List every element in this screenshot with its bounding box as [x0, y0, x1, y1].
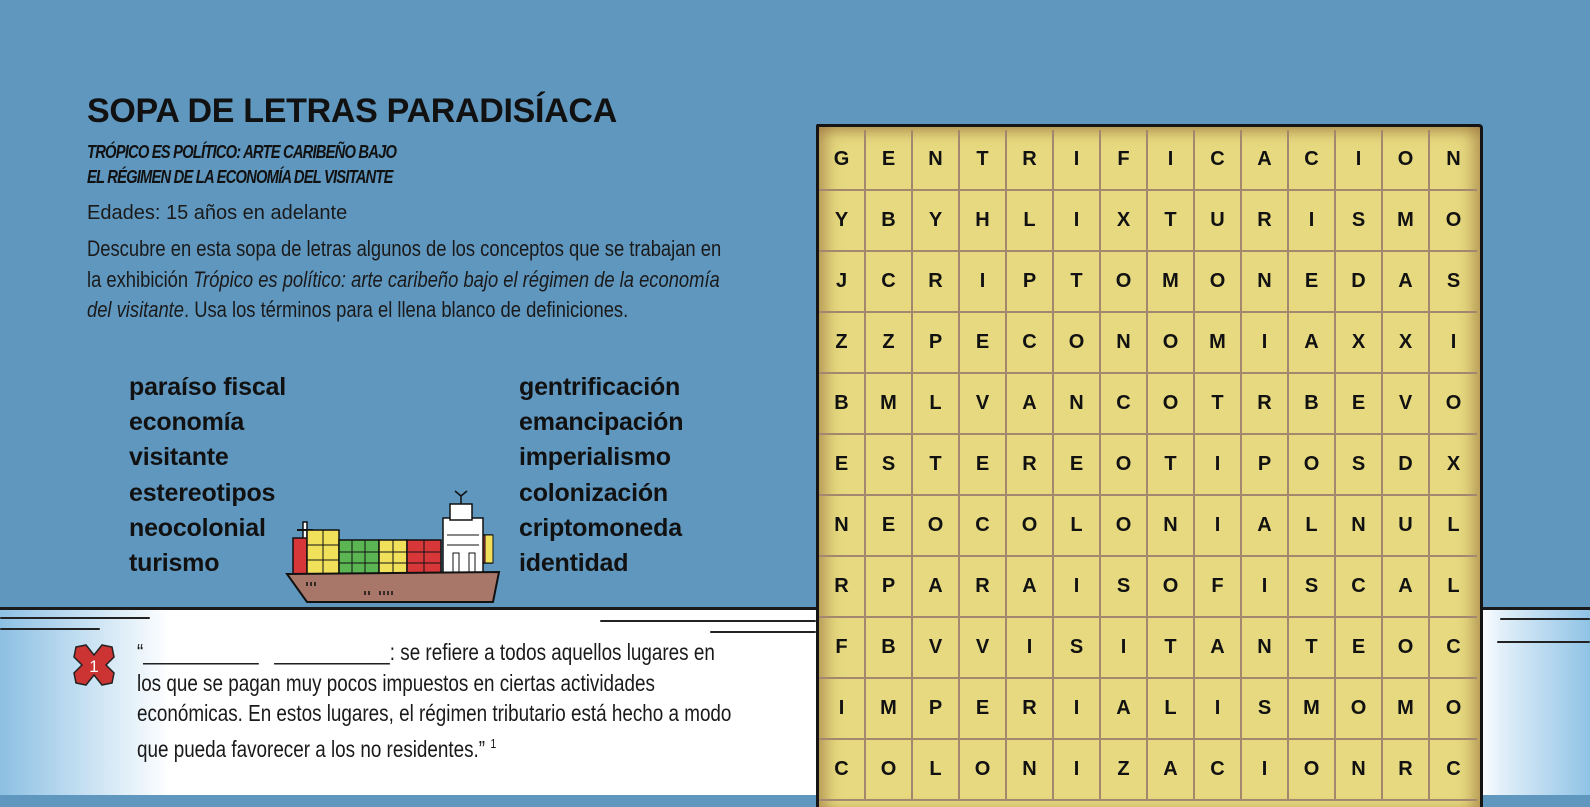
age-range: Edades: 15 años en adelante: [87, 202, 348, 224]
grid-cell[interactable]: I: [1195, 679, 1242, 740]
grid-cell[interactable]: I: [1007, 618, 1054, 679]
grid-cell[interactable]: C: [866, 252, 913, 313]
grid-cell[interactable]: I: [1054, 557, 1101, 618]
grid-cell[interactable]: L: [913, 740, 960, 801]
word-list-right: [519, 370, 683, 581]
word-item: turismo: [129, 549, 220, 578]
grid-cell[interactable]: O: [866, 740, 913, 801]
grid-cell[interactable]: R: [960, 557, 1007, 618]
grid-cell[interactable]: P: [913, 313, 960, 374]
grid-cell[interactable]: E: [960, 435, 1007, 496]
intro-text: . Usa los términos para el llena blanco de definiciones.: [184, 297, 629, 322]
grid-cell[interactable]: F: [819, 618, 866, 679]
grid-cell[interactable]: A: [1195, 618, 1242, 679]
word-item: gentrificación: [519, 373, 681, 401]
wave-line: [0, 617, 150, 619]
grid-cell[interactable]: E: [819, 435, 866, 496]
grid-cell[interactable]: M: [866, 679, 913, 740]
grid-cell[interactable]: L: [1007, 191, 1054, 252]
grid-cell[interactable]: V: [1383, 374, 1430, 435]
grid-cell[interactable]: E: [866, 496, 913, 557]
grid-cell[interactable]: P: [1242, 435, 1289, 496]
grid-cell[interactable]: D: [1383, 435, 1430, 496]
grid-cell[interactable]: N: [1242, 618, 1289, 679]
grid-cell[interactable]: R: [1007, 130, 1054, 191]
grid-cell[interactable]: O: [1430, 679, 1477, 740]
grid-cell[interactable]: N: [1336, 496, 1383, 557]
grid-cell[interactable]: A: [1383, 557, 1430, 618]
word-item: economía: [129, 408, 245, 437]
grid-cell[interactable]: I: [819, 679, 866, 740]
grid-cell[interactable]: A: [1007, 374, 1054, 435]
grid-cell[interactable]: M: [1289, 679, 1336, 740]
answer-blank-1[interactable]: ___________: [143, 639, 259, 665]
word-item: estereotipos: [129, 478, 276, 507]
grid-cell[interactable]: L: [1054, 496, 1101, 557]
grid-cell[interactable]: R: [1242, 374, 1289, 435]
grid-cell[interactable]: I: [1195, 435, 1242, 496]
grid-cell[interactable]: P: [1007, 252, 1054, 313]
grid-cell[interactable]: B: [819, 374, 866, 435]
grid-cell[interactable]: O: [1383, 618, 1430, 679]
grid-cell[interactable]: C: [960, 496, 1007, 557]
grid-cell[interactable]: R: [819, 557, 866, 618]
grid-cell[interactable]: P: [913, 679, 960, 740]
grid-cell[interactable]: O: [1289, 740, 1336, 801]
grid-cell[interactable]: E: [1289, 252, 1336, 313]
grid-cell[interactable]: C: [1430, 740, 1477, 801]
grid-cell[interactable]: J: [819, 252, 866, 313]
grid-cell[interactable]: B: [866, 618, 913, 679]
exhibition-subtitle: [87, 140, 396, 190]
grid-cell[interactable]: V: [960, 618, 1007, 679]
exhibition-name: Trópico es político: arte caribeño bajo el régimen de la economía del visitante: [87, 266, 720, 322]
grid-cell[interactable]: I: [1242, 740, 1289, 801]
wave-line: [1497, 641, 1590, 643]
grid-cell[interactable]: O: [1148, 557, 1195, 618]
grid-cell[interactable]: S: [1101, 557, 1148, 618]
footnote-marker: 1: [490, 735, 497, 751]
grid-cell[interactable]: B: [866, 191, 913, 252]
grid-cell[interactable]: O: [1054, 313, 1101, 374]
grid-cell[interactable]: X: [1383, 313, 1430, 374]
grid-cell[interactable]: R: [1007, 679, 1054, 740]
grid-cell[interactable]: I: [1054, 740, 1101, 801]
grid-cell[interactable]: S: [1336, 191, 1383, 252]
grid-cell[interactable]: G: [819, 130, 866, 191]
grid-cell[interactable]: L: [1430, 557, 1477, 618]
grid-cell[interactable]: O: [1336, 679, 1383, 740]
grid-cell[interactable]: I: [1054, 679, 1101, 740]
grid-cell[interactable]: E: [866, 130, 913, 191]
grid-cell[interactable]: T: [1054, 252, 1101, 313]
grid-cell[interactable]: O: [1430, 191, 1477, 252]
grid-cell[interactable]: N: [1242, 252, 1289, 313]
grid-cell[interactable]: P: [866, 557, 913, 618]
grid-cell[interactable]: M: [1148, 252, 1195, 313]
grid-cell[interactable]: I: [1054, 130, 1101, 191]
grid-cell[interactable]: I: [1054, 191, 1101, 252]
grid-cell[interactable]: A: [1007, 557, 1054, 618]
grid-cell[interactable]: D: [1336, 252, 1383, 313]
grid-cell[interactable]: C: [1430, 618, 1477, 679]
cargo-ship-icon: [285, 490, 510, 605]
word-item: neocolonial: [129, 513, 266, 542]
grid-cell[interactable]: E: [960, 679, 1007, 740]
grid-cell[interactable]: E: [1336, 618, 1383, 679]
grid-cell[interactable]: I: [1430, 313, 1477, 374]
word-item: visitante: [129, 443, 229, 472]
grid-cell[interactable]: N: [1336, 740, 1383, 801]
grid-cell[interactable]: X: [1430, 435, 1477, 496]
grid-cell[interactable]: O: [1195, 252, 1242, 313]
clue-body: : se refiere a todos aquellos lugares en los que se pagan muy pocos impuestos en ciertas actividades económicas. En estos lugares, el régimen tributario está hecho a modo que pueda favorecer a los no residentes.”: [137, 639, 732, 762]
grid-cell[interactable]: C: [1007, 313, 1054, 374]
wave-line: [600, 620, 816, 622]
clue-number: 1: [89, 657, 99, 676]
grid-cell[interactable]: C: [819, 740, 866, 801]
word-item: identidad: [519, 549, 629, 578]
grid-cell[interactable]: I: [960, 252, 1007, 313]
grid-cell[interactable]: E: [1054, 435, 1101, 496]
grid-cell[interactable]: H: [960, 191, 1007, 252]
grid-cell[interactable]: O: [1148, 374, 1195, 435]
wave-line: [710, 631, 816, 633]
wave-line: [1500, 618, 1590, 620]
grid-cell[interactable]: Z: [866, 313, 913, 374]
grid-cell[interactable]: X: [1101, 191, 1148, 252]
grid-cell[interactable]: A: [913, 557, 960, 618]
grid-cell[interactable]: O: [1101, 252, 1148, 313]
grid-cell[interactable]: L: [913, 374, 960, 435]
subtitle-line: EL RÉGIMEN DE LA ECONOMÍA DEL VISITANTE: [87, 167, 393, 187]
grid-cell[interactable]: T: [913, 435, 960, 496]
grid-cell[interactable]: C: [1101, 374, 1148, 435]
grid-cell[interactable]: N: [1054, 374, 1101, 435]
grid-cell[interactable]: Y: [913, 191, 960, 252]
intro-paragraph: [87, 234, 722, 326]
grid-cell[interactable]: I: [1336, 130, 1383, 191]
grid-cell[interactable]: M: [1195, 313, 1242, 374]
grid-cell[interactable]: L: [1430, 496, 1477, 557]
wave-line: [0, 628, 100, 630]
grid-cell[interactable]: O: [1289, 435, 1336, 496]
grid-cell[interactable]: U: [1195, 191, 1242, 252]
grid-cell[interactable]: L: [1289, 496, 1336, 557]
word-item: colonización: [519, 478, 669, 507]
grid-cell[interactable]: M: [866, 374, 913, 435]
grid-cell[interactable]: O: [1430, 374, 1477, 435]
grid-cell[interactable]: F: [1195, 557, 1242, 618]
grid-cell[interactable]: T: [1289, 618, 1336, 679]
grid-cell[interactable]: I: [1242, 313, 1289, 374]
grid-cell[interactable]: U: [1383, 496, 1430, 557]
grid-cell[interactable]: O: [1007, 496, 1054, 557]
grid-cell[interactable]: A: [1242, 130, 1289, 191]
grid-cell[interactable]: T: [1148, 618, 1195, 679]
subtitle-line: TRÓPICO ES POLÍTICO: ARTE CARIBEÑO BAJO: [87, 142, 397, 162]
grid-cell[interactable]: R: [913, 252, 960, 313]
grid-cell[interactable]: Z: [819, 313, 866, 374]
grid-cell[interactable]: T: [960, 130, 1007, 191]
grid-cell[interactable]: V: [960, 374, 1007, 435]
grid-cell[interactable]: I: [1289, 191, 1336, 252]
word-item: paraíso fiscal: [129, 373, 287, 401]
grid-cell[interactable]: A: [1289, 313, 1336, 374]
grid-cell[interactable]: S: [1242, 679, 1289, 740]
grid-cell[interactable]: T: [1195, 374, 1242, 435]
grid-cell[interactable]: M: [1383, 191, 1430, 252]
grid-cell[interactable]: V: [913, 618, 960, 679]
clue-number-badge: [70, 643, 118, 687]
grid-cell[interactable]: I: [1101, 618, 1148, 679]
grid-cell[interactable]: I: [1195, 496, 1242, 557]
grid-cell[interactable]: O: [913, 496, 960, 557]
grid-cell[interactable]: I: [1148, 130, 1195, 191]
page-title: SOPA DE LETRAS PARADISÍACA: [87, 92, 617, 130]
grid-cell[interactable]: A: [1383, 252, 1430, 313]
grid-cell[interactable]: L: [1148, 679, 1195, 740]
grid-cell[interactable]: T: [1148, 191, 1195, 252]
grid-cell[interactable]: N: [1148, 496, 1195, 557]
grid-cell[interactable]: N: [1101, 313, 1148, 374]
grid-cell[interactable]: N: [1430, 130, 1477, 191]
open-quote: “: [137, 639, 144, 665]
grid-cell[interactable]: A: [1148, 740, 1195, 801]
grid-cell[interactable]: S: [1430, 252, 1477, 313]
grid-cell[interactable]: S: [1289, 557, 1336, 618]
grid-cell[interactable]: T: [1148, 435, 1195, 496]
word-item: emancipación: [519, 408, 684, 437]
word-item: imperialismo: [519, 443, 671, 472]
grid-cell[interactable]: O: [1383, 130, 1430, 191]
grid-cell[interactable]: S: [866, 435, 913, 496]
grid-cell[interactable]: R: [1007, 435, 1054, 496]
clue-definition: [137, 637, 744, 764]
grid-cell[interactable]: C: [1195, 740, 1242, 801]
grid-cell[interactable]: O: [1148, 313, 1195, 374]
grid-cell[interactable]: F: [1101, 130, 1148, 191]
word-search-grid: [816, 124, 1483, 807]
word-item: criptomoneda: [519, 513, 682, 542]
grid-cell[interactable]: O: [1101, 435, 1148, 496]
grid-cell[interactable]: R: [1383, 740, 1430, 801]
grid-cell[interactable]: E: [960, 313, 1007, 374]
grid-cell[interactable]: N: [819, 496, 866, 557]
grid-cell[interactable]: M: [1383, 679, 1430, 740]
grid-cell[interactable]: X: [1336, 313, 1383, 374]
grid-cell[interactable]: B: [1289, 374, 1336, 435]
grid-cell[interactable]: E: [1336, 374, 1383, 435]
grid-cell[interactable]: A: [1242, 496, 1289, 557]
grid-cell[interactable]: S: [1336, 435, 1383, 496]
grid-cell[interactable]: O: [960, 740, 1007, 801]
answer-blank-2[interactable]: ___________: [274, 639, 390, 665]
grid-cell[interactable]: I: [1242, 557, 1289, 618]
grid-cell[interactable]: Z: [1101, 740, 1148, 801]
grid-cell[interactable]: A: [1101, 679, 1148, 740]
intro-text: Descubre en esta sopa de letras algunos de los conceptos que se trabajan en la exhibición: [87, 236, 722, 292]
grid-cell[interactable]: Y: [819, 191, 866, 252]
grid-cell[interactable]: O: [1101, 496, 1148, 557]
word-list-left: [129, 370, 286, 581]
grid-cell[interactable]: C: [1289, 130, 1336, 191]
grid-cell[interactable]: C: [1195, 130, 1242, 191]
grid-cell[interactable]: N: [913, 130, 960, 191]
grid-cell[interactable]: R: [1242, 191, 1289, 252]
grid-cell[interactable]: S: [1054, 618, 1101, 679]
grid-cell[interactable]: C: [1336, 557, 1383, 618]
letter-grid: [819, 130, 1477, 801]
grid-cell[interactable]: N: [1007, 740, 1054, 801]
